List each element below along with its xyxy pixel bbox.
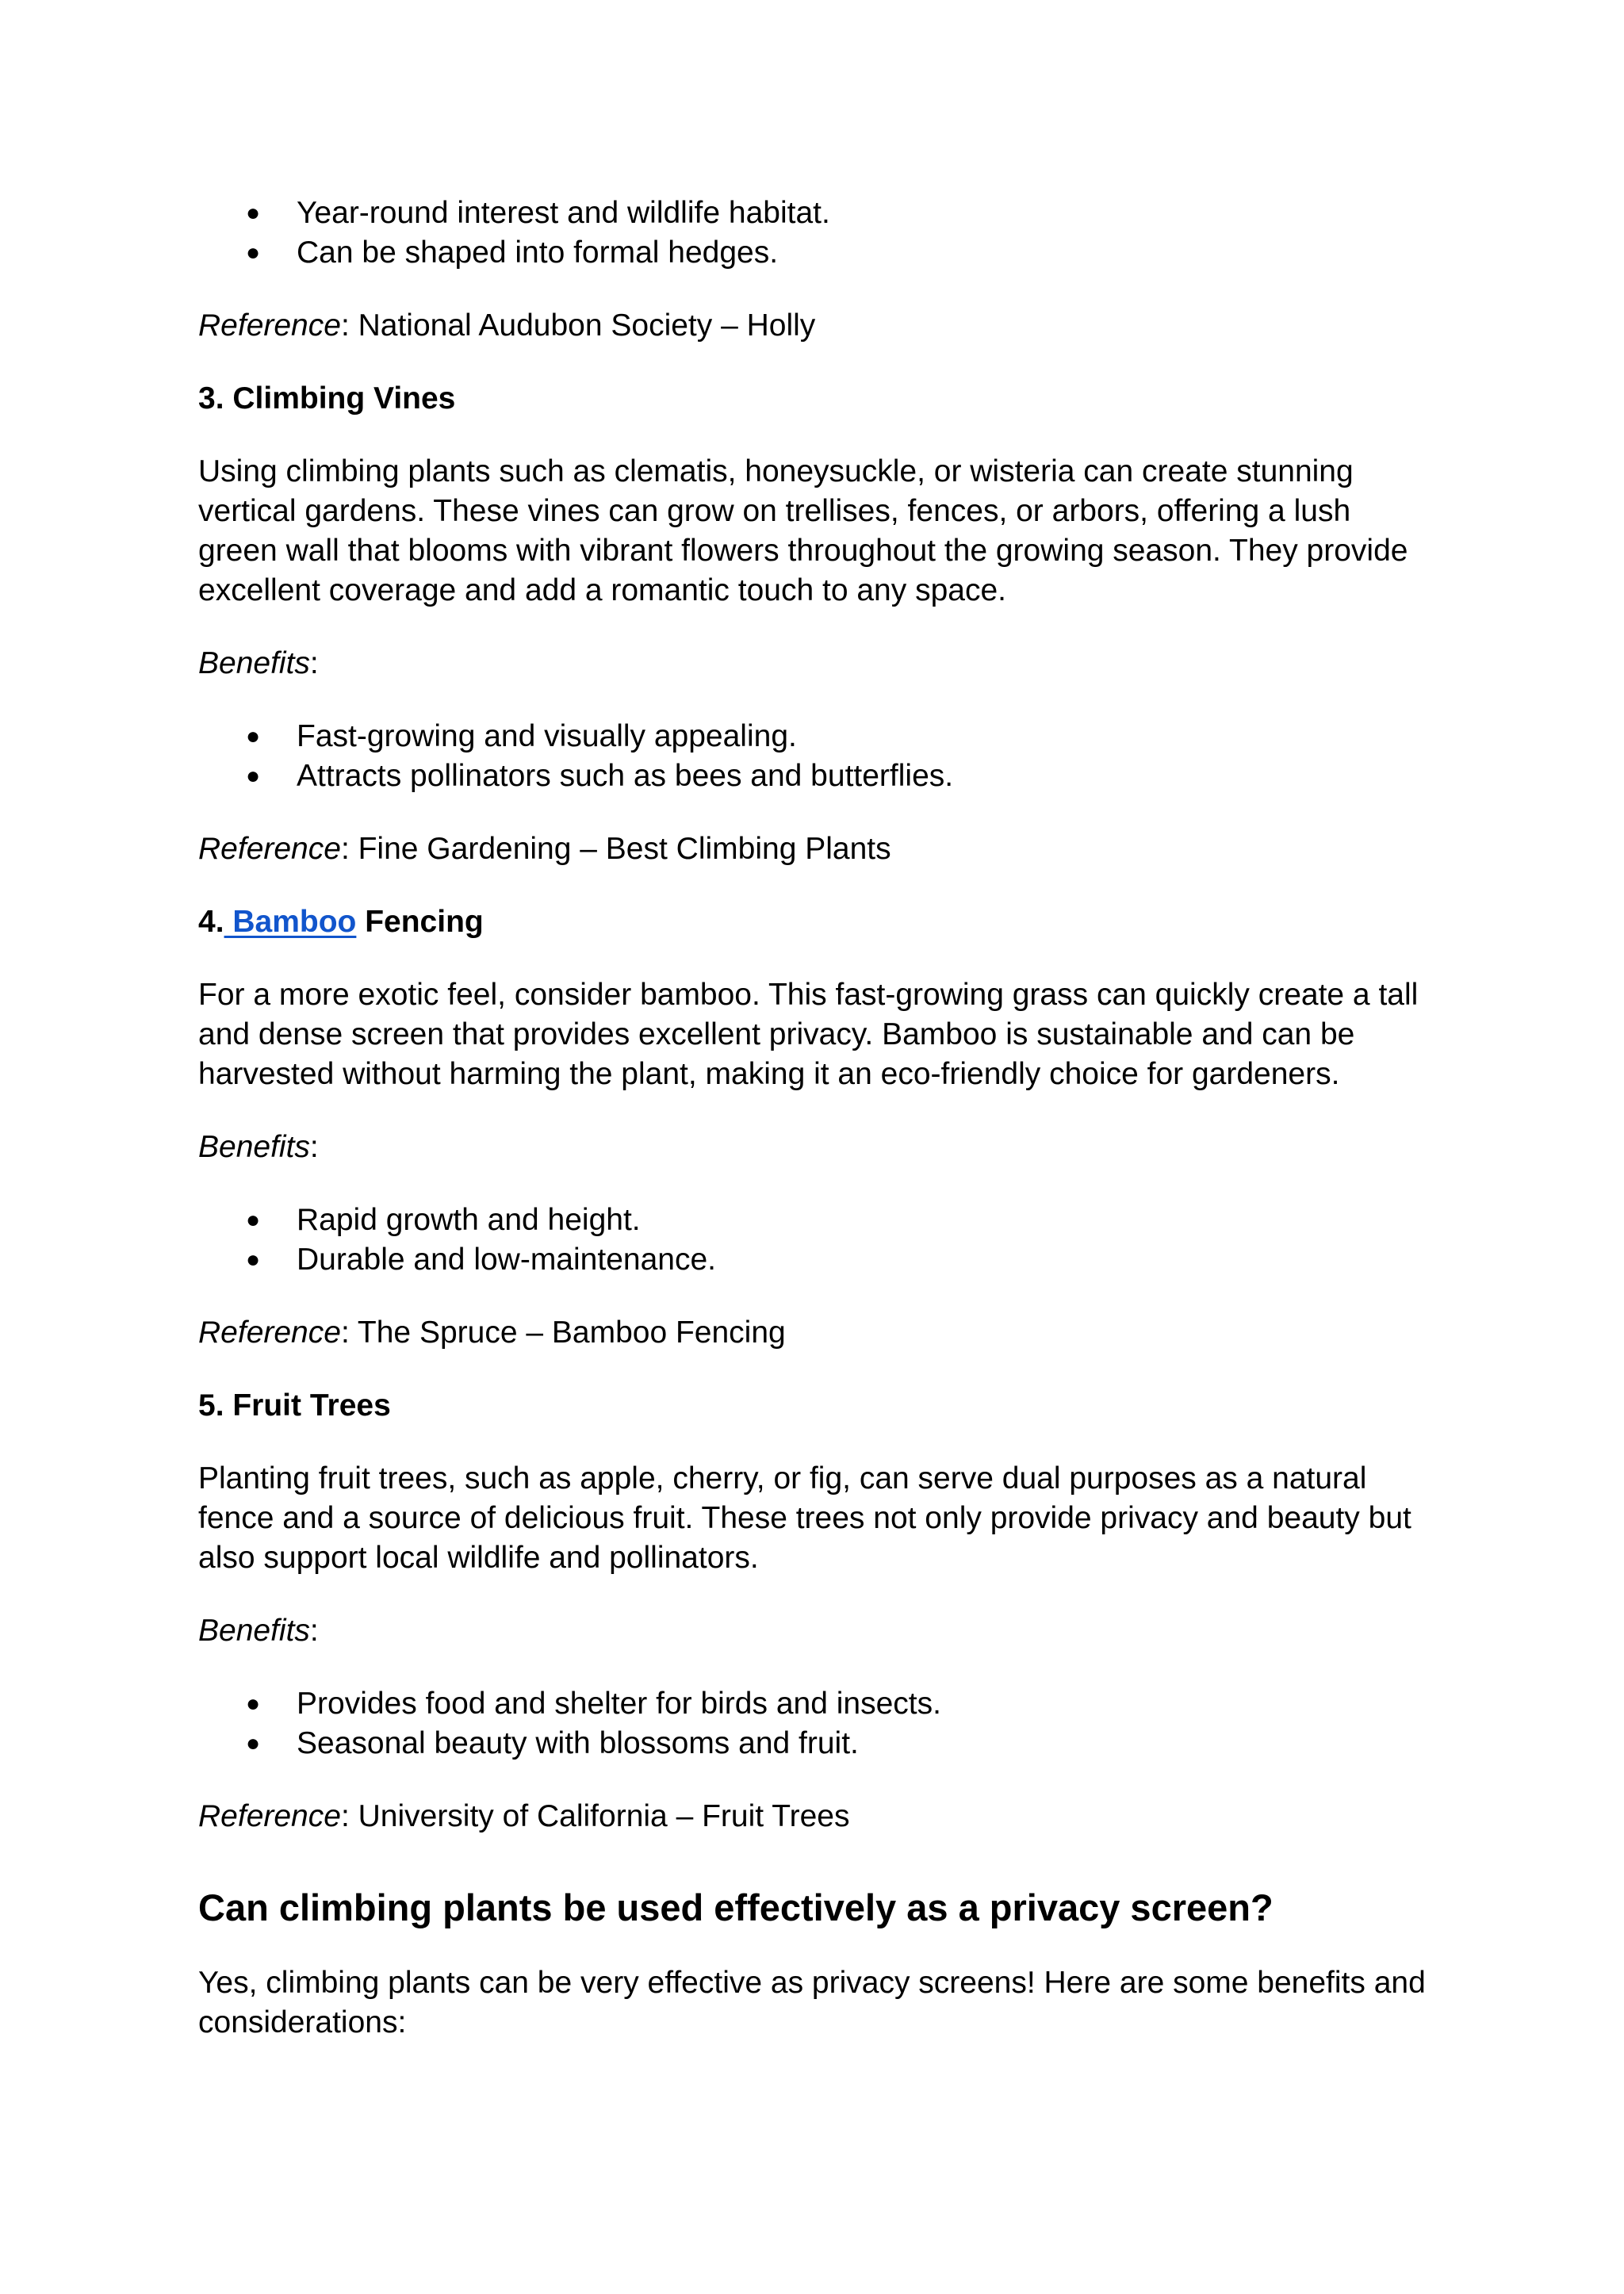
reference-label: Reference	[198, 1316, 341, 1350]
list-item: ● Attracts pollinators such as bees and butterflies.	[198, 756, 1435, 796]
question-heading: Can climbing plants be used effectively as a privacy screen?	[198, 1886, 1274, 1928]
benefits-label: Benefits:	[198, 646, 319, 680]
reference-climbing-plants: Reference: Fine Gardening – Best Climbing Plants	[198, 832, 891, 866]
reference-fruit-trees: Reference: University of California – Fruit Trees	[198, 1799, 850, 1833]
reference-holly: Reference: National Audubon Society – Holly	[198, 308, 816, 343]
bullet-icon: ●	[246, 1730, 261, 1756]
bamboo-link[interactable]: Bamboo	[224, 905, 357, 939]
section-body-fruit-trees: Planting fruit trees, such as apple, cherry, or fig, can serve dual purposes as a natural fence and a source of delicious fruit. These trees not only provide privacy and beauty but also support local wildlife and pollinators.	[198, 1461, 1411, 1575]
section-heading-climbing-vines: 3. Climbing Vines	[198, 381, 456, 416]
list-item: ● Year-round interest and wildlife habitat.	[198, 193, 1435, 233]
section-heading-bamboo-fencing: 4. Bamboo Fencing	[198, 905, 484, 939]
benefits-label: Benefits:	[198, 1130, 319, 1164]
reference-label: Reference	[198, 1799, 341, 1833]
bullet-icon: ●	[246, 723, 261, 749]
reference-label: Reference	[198, 832, 341, 866]
document-page	[198, 193, 1435, 2043]
benefits-label: Benefits:	[198, 1614, 319, 1648]
benefits-list-climbing-vines	[198, 717, 1435, 796]
question-body: Yes, climbing plants can be very effective as privacy screens! Here are some benefits and considerations:	[198, 1966, 1426, 2039]
list-item: ● Durable and low-maintenance.	[198, 1240, 1435, 1280]
benefits-list-bamboo	[198, 1201, 1435, 1280]
list-item: ● Fast-growing and visually appealing.	[198, 717, 1435, 756]
bullet-icon: ●	[246, 1691, 261, 1717]
benefits-list-fruit-trees	[198, 1684, 1435, 1764]
list-item: ● Rapid growth and height.	[198, 1201, 1435, 1240]
top-bullet-list	[198, 193, 1435, 273]
bullet-icon: ●	[246, 239, 261, 266]
section-body-climbing-vines: Using climbing plants such as clematis, honeysuckle, or wisteria can create stunning vertical gardens. These vines can grow on trellises, fences, or arbors, offering a lush green wall that blooms with vibrant flowers throughout the growing season. They provide excellent coverage and add a romantic touch to any space.	[198, 454, 1408, 607]
section-heading-fruit-trees: 5. Fruit Trees	[198, 1388, 391, 1423]
reference-bamboo-fencing: Reference: The Spruce – Bamboo Fencing	[198, 1316, 786, 1350]
bullet-icon: ●	[246, 200, 261, 226]
reference-label: Reference	[198, 308, 341, 343]
section-body-bamboo-fencing: For a more exotic feel, consider bamboo. This fast-growing grass can quickly create a tall and dense screen that provides excellent privacy. Bamboo is sustainable and can be harvested without harming the plant, making it an eco-friendly choice for gardeners.	[198, 978, 1419, 1091]
bullet-icon: ●	[246, 1247, 261, 1273]
bullet-icon: ●	[246, 1207, 261, 1233]
list-item: ● Can be shaped into formal hedges.	[198, 233, 1435, 273]
list-item: ● Seasonal beauty with blossoms and fruit.	[198, 1724, 1435, 1764]
list-item: ● Provides food and shelter for birds and insects.	[198, 1684, 1435, 1724]
bullet-icon: ●	[246, 763, 261, 789]
